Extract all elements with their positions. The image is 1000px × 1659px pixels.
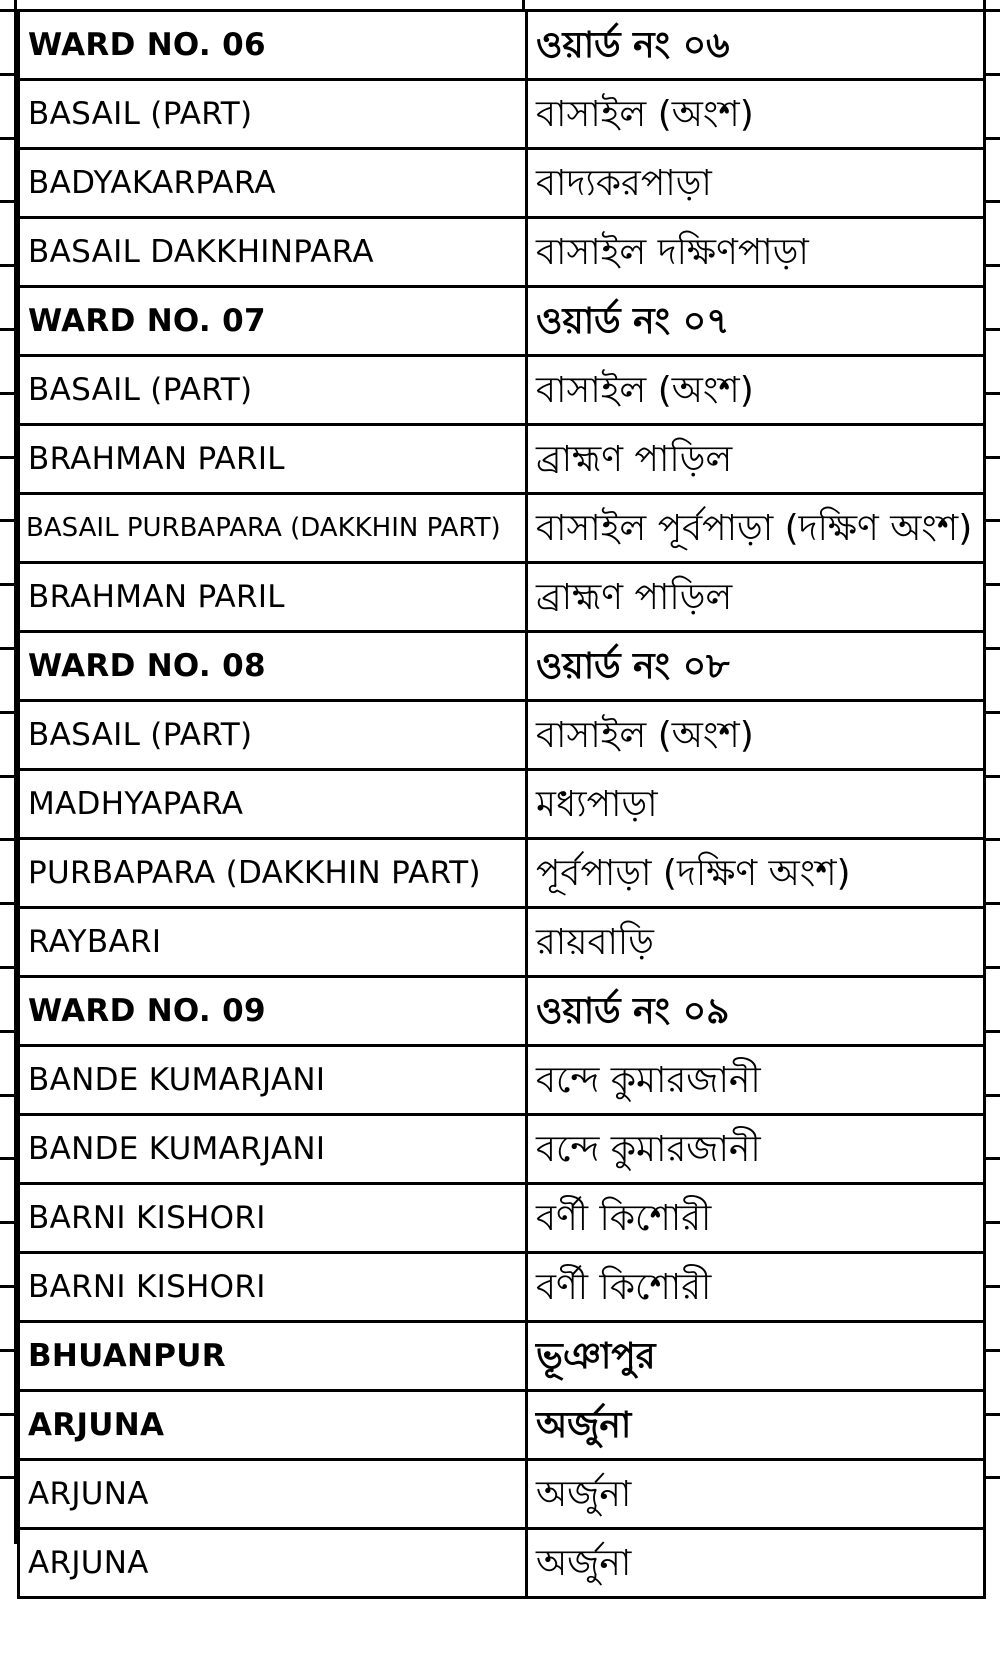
bengali-name-cell: ওয়ার্ড নং ০৮ [527,632,985,701]
table-row [19,1529,985,1598]
english-name-cell: BASAIL DAKKHINPARA [19,218,527,287]
english-name-cell: WARD NO. 07 [19,287,527,356]
edge-row-line [0,838,17,841]
table-row [19,80,985,149]
table-row [19,1046,985,1115]
edge-row-line [986,264,1000,267]
english-name-cell: BASAIL (PART) [19,80,527,149]
edge-row-line [0,456,17,459]
previous-row-stub [17,0,983,12]
bengali-name-cell: অর্জুনা [527,1460,985,1529]
bengali-name-cell: বর্ণী কিশোরী [527,1184,985,1253]
bengali-name-cell: রায়বাড়ি [527,908,985,977]
bengali-name-cell: অর্জুনা [527,1391,985,1460]
bengali-name-cell: বাসাইল (অংশ) [527,701,985,770]
edge-row-line [0,200,17,203]
table-row [19,1184,985,1253]
bengali-name-cell: ওয়ার্ড নং ০৯ [527,977,985,1046]
edge-row-line [0,9,17,12]
edge-row-line [0,328,17,331]
english-name-cell: BADYAKARPARA [19,149,527,218]
edge-row-line [0,264,17,267]
edge-row-line [0,1030,17,1033]
bengali-name-cell: অর্জুনা [527,1529,985,1598]
table-row [19,563,985,632]
edge-row-line [0,1285,17,1288]
edge-row-line [986,1221,1000,1224]
english-name-cell: ARJUNA [19,1529,527,1598]
english-name-cell: ARJUNA [19,1391,527,1460]
edge-row-line [0,647,17,650]
edge-row-line [0,1476,17,1479]
edge-row-line [986,1157,1000,1160]
edge-row-line [986,1413,1000,1416]
english-name-cell: MADHYAPARA [19,770,527,839]
english-name-cell: BARNI KISHORI [19,1253,527,1322]
edge-row-line [0,583,17,586]
edge-row-line [0,392,17,395]
edge-row-line [0,711,17,714]
edge-row-line [0,1157,17,1160]
left-column-edge [0,0,17,1544]
table-row [19,1322,985,1391]
edge-row-line [986,711,1000,714]
edge-row-line [0,1094,17,1097]
edge-row-line [0,137,17,140]
english-name-cell: BASAIL (PART) [19,356,527,425]
table-row [19,12,985,80]
english-name-cell: BRAHMAN PARIL [19,425,527,494]
table-row [19,494,985,563]
edge-row-line [986,1094,1000,1097]
edge-row-line [0,966,17,969]
edge-row-line [986,966,1000,969]
bengali-name-cell: ওয়ার্ড নং ০৭ [527,287,985,356]
english-name-cell: WARD NO. 08 [19,632,527,701]
edge-row-line [986,583,1000,586]
bengali-name-cell: বর্ণী কিশোরী [527,1253,985,1322]
table-row [19,425,985,494]
table-row [19,908,985,977]
edge-row-line [986,200,1000,203]
table-row [19,356,985,425]
bengali-name-cell: বাসাইল (অংশ) [527,356,985,425]
table-row [19,1391,985,1460]
bengali-name-cell: ব্রাহ্মণ পাড়িল [527,425,985,494]
edge-row-line [0,73,17,76]
edge-row-line [986,647,1000,650]
english-name-cell: WARD NO. 09 [19,977,527,1046]
bengali-name-cell: ভূঞাপুর [527,1322,985,1391]
table-row [19,977,985,1046]
column-divider [522,0,525,12]
english-name-cell: BRAHMAN PARIL [19,563,527,632]
english-name-cell: PURBAPARA (DAKKHIN PART) [19,839,527,908]
edge-row-line [986,392,1000,395]
edge-row-line [0,902,17,905]
table-body [19,12,985,1598]
edge-row-line [0,519,17,522]
bengali-name-cell: বাসাইল পূর্বপাড়া (দক্ষিণ অংশ) [527,494,985,563]
edge-row-line [0,775,17,778]
edge-row-line [986,328,1000,331]
edge-row-line [986,775,1000,778]
bengali-name-cell: বাসাইল (অংশ) [527,80,985,149]
table-row [19,1253,985,1322]
english-name-cell: RAYBARI [19,908,527,977]
edge-row-line [986,1349,1000,1352]
bengali-name-cell: ব্রাহ্মণ পাড়িল [527,563,985,632]
table-row [19,1115,985,1184]
english-name-cell: BANDE KUMARJANI [19,1115,527,1184]
edge-row-line [986,73,1000,76]
english-name-cell: WARD NO. 06 [19,12,527,80]
english-name-cell: BASAIL (PART) [19,701,527,770]
bengali-name-cell: পূর্বপাড়া (দক্ষিণ অংশ) [527,839,985,908]
english-name-cell: BHUANPUR [19,1322,527,1391]
edge-row-line [0,1349,17,1352]
edge-row-line [986,902,1000,905]
table-row [19,839,985,908]
english-name-cell: BANDE KUMARJANI [19,1046,527,1115]
edge-row-line [0,1413,17,1416]
edge-row-line [986,1476,1000,1479]
table-row [19,632,985,701]
edge-row-line [986,1285,1000,1288]
edge-row-line [0,1221,17,1224]
edge-row-line [986,456,1000,459]
english-name-cell: ARJUNA [19,1460,527,1529]
edge-row-line [986,9,1000,12]
edge-row-line [986,137,1000,140]
table-row [19,701,985,770]
place-names-table [17,12,986,1599]
edge-row-line [986,1030,1000,1033]
bengali-name-cell: মধ্যপাড়া [527,770,985,839]
edge-row-line [986,519,1000,522]
table-row [19,287,985,356]
bengali-name-cell: বন্দে কুমারজানী [527,1115,985,1184]
table-row [19,1460,985,1529]
english-name-cell: BASAIL PURBAPARA (DAKKHIN PART) [19,494,527,563]
bengali-name-cell: বাসাইল দক্ষিণপাড়া [527,218,985,287]
table-row [19,218,985,287]
english-name-cell: BARNI KISHORI [19,1184,527,1253]
bengali-name-cell: ওয়ার্ড নং ০৬ [527,12,985,80]
bengali-name-cell: বন্দে কুমারজানী [527,1046,985,1115]
table-row [19,149,985,218]
bengali-name-cell: বাদ্যকরপাড়া [527,149,985,218]
table-row [19,770,985,839]
edge-row-line [986,838,1000,841]
